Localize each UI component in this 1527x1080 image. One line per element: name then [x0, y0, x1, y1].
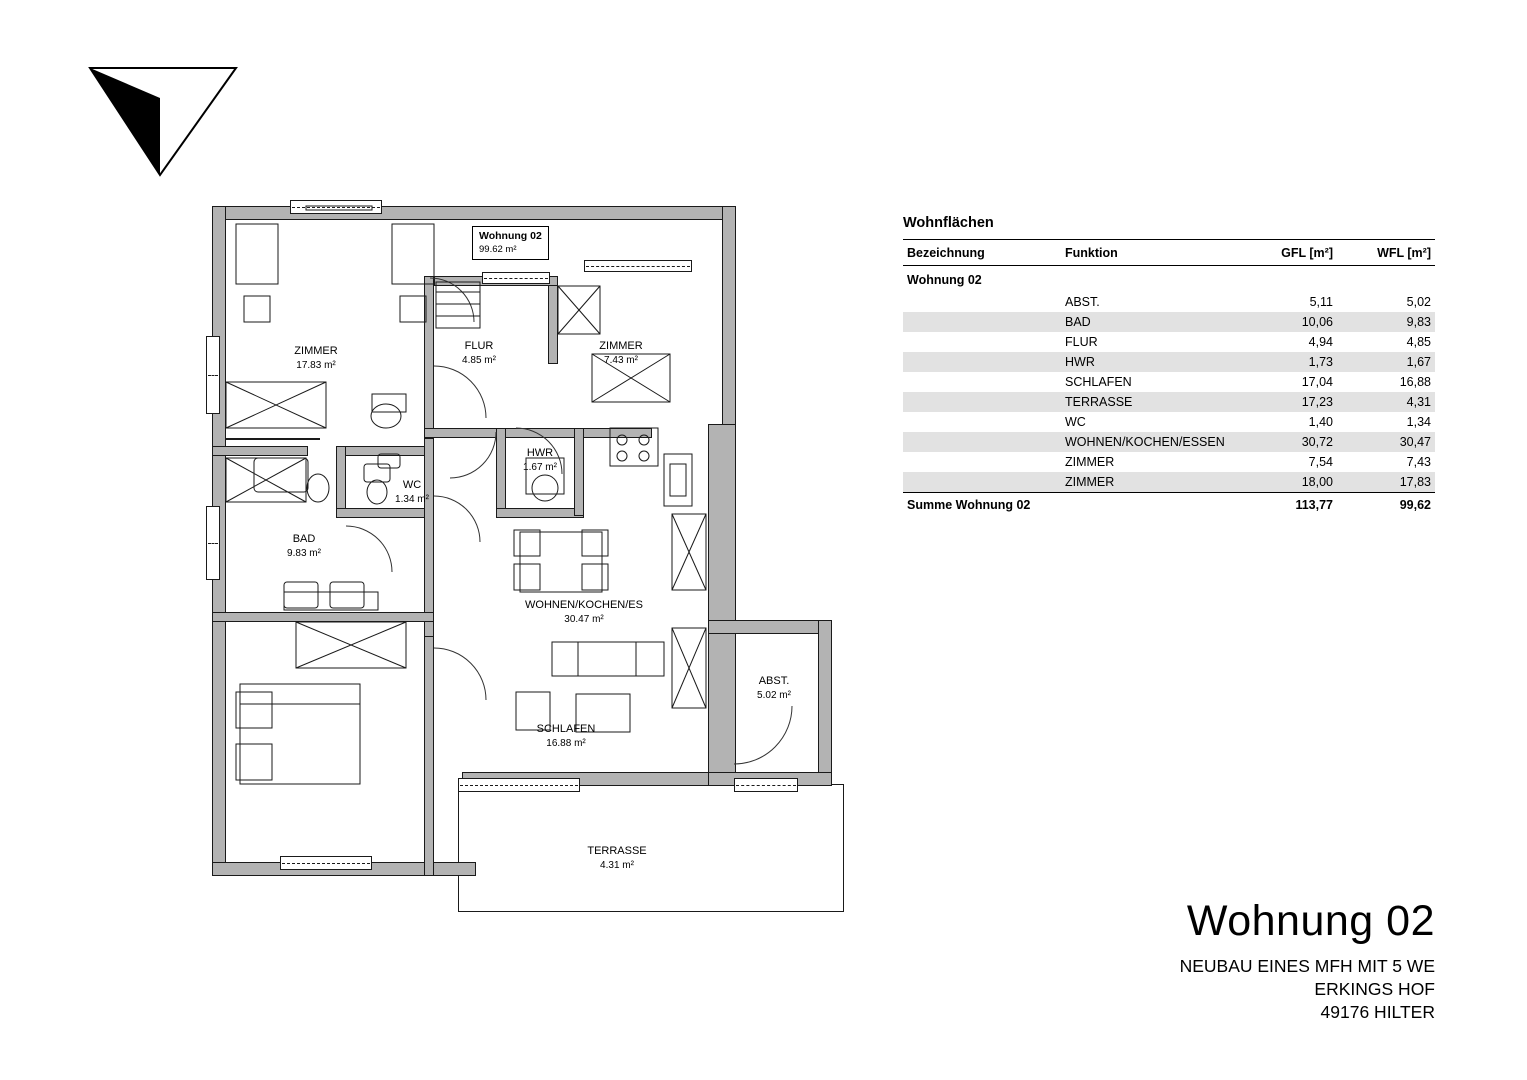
room-label-wc: WC 1.34 m² — [395, 479, 429, 505]
col-wfl: WFL [m²] — [1337, 240, 1435, 266]
table-row — [903, 392, 1435, 412]
col-bezeichnung: Bezeichnung — [903, 240, 1061, 266]
room-label-schlafen: SCHLAFEN 16.88 m² — [536, 723, 596, 749]
north-arrow-icon — [88, 60, 238, 180]
cell-wfl: 4,85 — [1406, 335, 1431, 349]
table-row — [903, 352, 1435, 372]
cell-funktion: WOHNEN/KOCHEN/ESSEN — [1061, 432, 1239, 452]
wall-int-wc-top — [336, 446, 426, 456]
wall-right-upper — [722, 206, 736, 438]
room-label-wohnen: WOHNEN/KOCHEN/ES 30.47 m² — [525, 599, 643, 625]
window-top-left — [290, 200, 382, 214]
window-zimmer-small — [584, 260, 692, 272]
room-label-zimmer-1: ZIMMER 17.83 m² — [294, 345, 338, 371]
table-row — [903, 312, 1435, 332]
room-label-abst: ABST. 5.02 m² — [757, 675, 791, 701]
table-row — [903, 412, 1435, 432]
wall-int-wc-bottom — [336, 508, 426, 518]
cell-funktion: ZIMMER — [1065, 455, 1115, 469]
cell-gfl: 30,72 — [1239, 432, 1337, 452]
cell-gfl: 1,73 — [1239, 352, 1337, 372]
title-line-3: 49176 HILTER — [1320, 1002, 1435, 1022]
wall-hwr-bottom — [496, 508, 584, 518]
sum-gfl: 113,77 — [1239, 493, 1337, 516]
wall-int-1 — [424, 276, 434, 436]
table-row — [903, 452, 1435, 472]
cell-gfl: 5,11 — [1309, 295, 1333, 309]
cell-gfl: 17,23 — [1239, 392, 1337, 412]
title-line-2: ERKINGS HOF — [1314, 979, 1435, 999]
abst-door-bottom — [734, 778, 798, 792]
col-gfl: GFL [m²] — [1239, 240, 1337, 266]
cell-gfl: 18,00 — [1239, 472, 1337, 493]
table-row — [903, 472, 1435, 493]
wall-abst-top — [708, 620, 832, 634]
cell-gfl: 10,06 — [1239, 312, 1337, 332]
room-label-bad: BAD 9.83 m² — [287, 533, 321, 559]
apartment-tag — [472, 226, 549, 260]
room-label-zimmer-2: ZIMMER 7.43 m² — [599, 340, 643, 366]
cell-funktion: TERRASSE — [1061, 392, 1239, 412]
cell-funktion: ABST. — [1065, 295, 1100, 309]
wohnflaechen-table — [903, 240, 1435, 515]
cell-wfl: 1,34 — [1406, 415, 1431, 429]
apartment-tag-title: Wohnung 02 — [479, 230, 542, 242]
floor-plan-drawing — [196, 196, 856, 916]
title-main: Wohnung 02 — [1186, 897, 1435, 945]
cell-wfl: 1,67 — [1337, 352, 1435, 372]
table-row — [903, 332, 1435, 352]
table-sum-row — [903, 493, 1435, 516]
wall-int-6 — [212, 612, 434, 622]
cell-wfl: 7,43 — [1406, 455, 1431, 469]
wall-right-lower — [708, 424, 736, 784]
cell-wfl: 16,88 — [1399, 375, 1431, 389]
table-row — [903, 372, 1435, 392]
table-group-row — [903, 266, 1435, 293]
wall-int-2 — [424, 428, 652, 438]
window-left-upper — [206, 336, 220, 414]
cell-wfl: 9,83 — [1337, 312, 1435, 332]
terrace-door — [458, 778, 580, 792]
cell-wfl: 17,83 — [1337, 472, 1435, 493]
wall-int-bad-top — [212, 446, 308, 456]
cell-funktion: ZIMMER — [1061, 472, 1239, 493]
cell-funktion: SCHLAFEN — [1065, 375, 1132, 389]
table-header-row — [903, 240, 1435, 266]
group-label: Wohnung 02 — [907, 273, 982, 287]
sum-wfl: 99,62 — [1337, 493, 1435, 516]
table-row — [903, 292, 1435, 312]
table-row — [903, 432, 1435, 452]
room-label-terrasse: TERRASSE 4.31 m² — [587, 845, 647, 871]
cell-gfl: 4,94 — [1308, 335, 1333, 349]
area-table — [903, 215, 1435, 515]
apartment-tag-area: 99.62 m² — [479, 244, 517, 255]
cell-funktion: HWR — [1061, 352, 1239, 372]
window-left-lower — [206, 506, 220, 580]
cell-wfl: 5,02 — [1406, 295, 1431, 309]
cell-gfl: 7,54 — [1308, 455, 1333, 469]
cell-gfl: 17,04 — [1301, 375, 1333, 389]
col-funktion: Funktion — [1061, 240, 1239, 266]
table-title: Wohnflächen — [903, 215, 1435, 240]
room-label-hwr: HWR 1.67 m² — [523, 447, 557, 473]
cell-wfl: 30,47 — [1337, 432, 1435, 452]
cell-funktion: FLUR — [1065, 335, 1098, 349]
wall-int-7 — [424, 636, 434, 876]
cell-funktion: WC — [1065, 415, 1086, 429]
cell-wfl: 4,31 — [1337, 392, 1435, 412]
wall-int-3 — [548, 276, 558, 364]
window-flur — [482, 272, 550, 284]
window-bottom-left — [280, 856, 372, 870]
room-label-flur: FLUR 4.85 m² — [462, 340, 496, 366]
title-block — [1015, 895, 1435, 1024]
wall-abst-right — [818, 620, 832, 786]
sum-label: Summe Wohnung 02 — [903, 493, 1239, 516]
title-line-1: NEUBAU EINES MFH MIT 5 WE — [1179, 956, 1435, 976]
cell-gfl: 1,40 — [1308, 415, 1333, 429]
cell-funktion: BAD — [1061, 312, 1239, 332]
